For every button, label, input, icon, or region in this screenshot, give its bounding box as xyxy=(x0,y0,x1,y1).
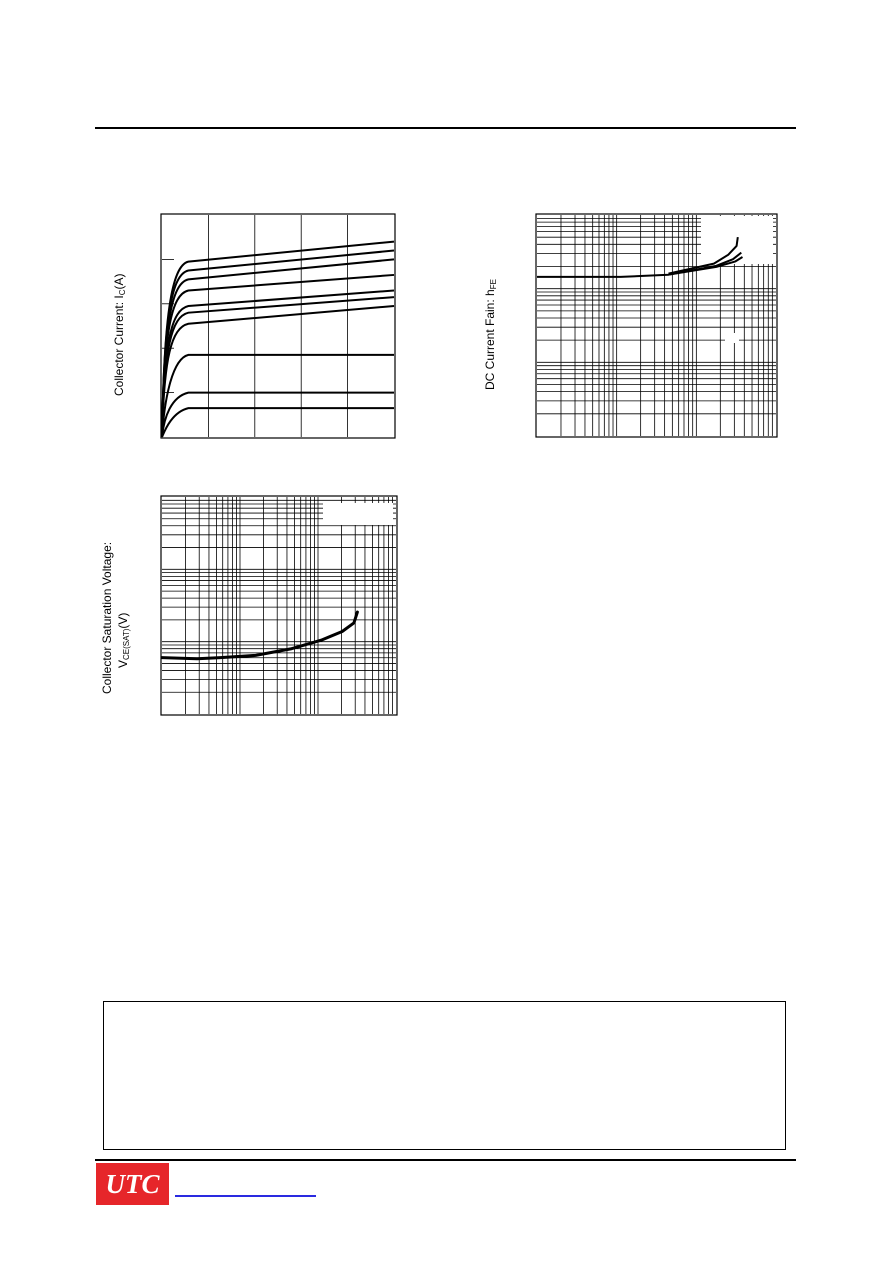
footer-link[interactable] xyxy=(175,1195,316,1197)
plot-frame xyxy=(161,496,397,715)
hfe-ic-ylabel: DC Current Fain: $h_{FE}$ xyxy=(483,279,498,390)
notice-box xyxy=(103,1001,786,1150)
hfe-ic-chart xyxy=(535,213,778,438)
ic-vce-ylabel: Collector Current: $I_C(A)$ xyxy=(112,273,127,396)
vcesat-ic-ylabel-line2: $V_{CE(SAT)}(V)$ xyxy=(116,612,131,668)
utc-logo xyxy=(96,1163,169,1205)
legend-area xyxy=(323,503,393,525)
vcesat-ic-ylabel-line1: Collector Saturation Voltage: xyxy=(100,541,114,694)
curve-label-area xyxy=(725,333,739,343)
vcesat-ic-chart xyxy=(160,495,398,716)
plot-frame xyxy=(161,214,395,438)
utc-logo-text: UTC xyxy=(105,1168,160,1199)
ic-vce-plot xyxy=(160,213,396,439)
header-rule xyxy=(95,127,796,129)
ic-vce-chart xyxy=(160,213,396,439)
vcesat-ic-plot xyxy=(160,495,398,716)
footer-rule xyxy=(95,1159,796,1161)
hfe-ic-plot xyxy=(535,213,778,438)
